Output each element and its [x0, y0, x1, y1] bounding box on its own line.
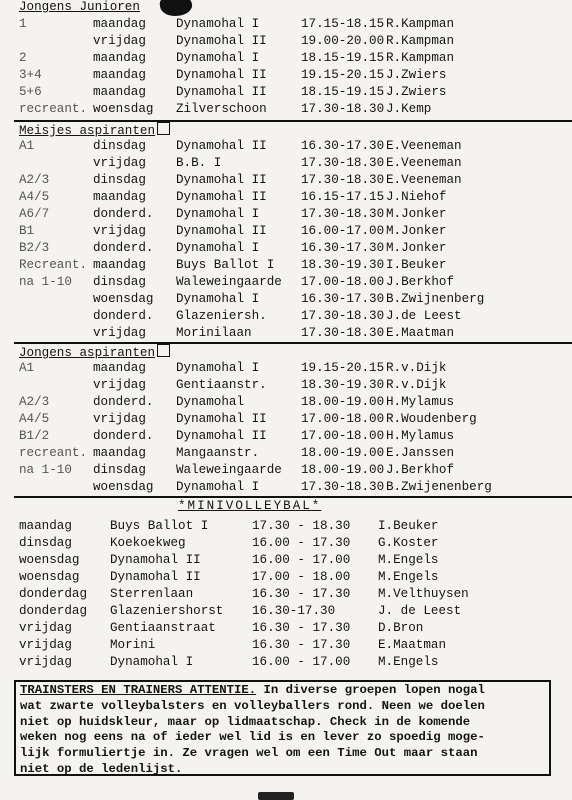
cell-time: 16.30-17.30 [252, 604, 336, 618]
cell-group: 2 [19, 51, 27, 65]
cell-hall: Koekoekweg [110, 536, 186, 550]
minivolleybal-title: *MINIVOLLEYBAL* [178, 499, 322, 513]
cell-group: na 1-10 [19, 275, 72, 289]
minivolleybal-row [0, 620, 572, 637]
checkbox-mark [157, 122, 170, 135]
cell-time: 18.30-19.30 [301, 258, 385, 272]
cell-time: 17.30-18.30 [301, 207, 385, 221]
cell-time: 18.15-19.15 [301, 51, 385, 65]
cell-time: 18.30-19.30 [301, 378, 385, 392]
cell-time: 16.15-17.15 [301, 190, 385, 204]
minivolleybal-row [0, 535, 572, 552]
page-number-mark [258, 792, 294, 800]
cell-hall: Gentiaanstr. [176, 378, 267, 392]
cell-day: woensdag [93, 292, 154, 306]
minivolleybal-schedule [0, 518, 572, 671]
cell-group: A2/3 [19, 395, 50, 409]
cell-hall: Waleweingaarde [176, 275, 282, 289]
cell-time: 18.00-19.00 [301, 446, 385, 460]
cell-day: maandag [93, 190, 146, 204]
cell-day: dinsdag [93, 139, 146, 153]
trainers-notice [14, 680, 551, 776]
cell-trainer: J.Zwiers [386, 85, 447, 99]
cell-trainer: B.Zwijenenberg [386, 480, 492, 494]
cell-hall: Dynamohal I [176, 480, 260, 494]
cell-time: 17.00-18.00 [301, 412, 385, 426]
cell-day: woensdag [93, 102, 154, 116]
cell-hall: Dynamohal I [176, 361, 260, 375]
cell-trainer: M.Engels [378, 655, 439, 669]
schedule-row [0, 67, 572, 84]
cell-time: 16.30-17.30 [301, 292, 385, 306]
cell-trainer: E.Veeneman [386, 173, 462, 187]
cell-hall: Buys Ballot I [176, 258, 275, 272]
cell-trainer: M.Jonker [386, 207, 447, 221]
minivolleybal-row [0, 654, 572, 671]
cell-day: vrijdag [93, 326, 146, 340]
cell-group: A4/5 [19, 412, 50, 426]
schedule-row [0, 223, 572, 240]
cell-time: 16.00-17.00 [301, 224, 385, 238]
cell-group: A6/7 [19, 207, 50, 221]
cell-time: 16.30 - 17.30 [252, 638, 351, 652]
cell-group: B2/3 [19, 241, 50, 255]
cell-hall: Dynamohal II [176, 429, 267, 443]
cell-trainer: J.de Leest [386, 309, 462, 323]
cell-trainer: H.Mylamus [386, 395, 455, 409]
schedule-row [0, 411, 572, 428]
notice-line: weken nog eens na of ieder wel lid is en lever zo spoedig moge- [20, 730, 485, 745]
cell-group: 5+6 [19, 85, 42, 99]
cell-trainer: E.Janssen [386, 446, 455, 460]
minivolleybal-row [0, 518, 572, 535]
cell-day: dinsdag [93, 463, 146, 477]
cell-trainer: G.Koster [378, 536, 439, 550]
cell-group: na 1-10 [19, 463, 72, 477]
cell-day: donderd. [93, 429, 154, 443]
cell-trainer: M.Engels [378, 570, 439, 584]
cell-trainer: R.Kampman [386, 17, 455, 31]
cell-trainer: E.Maatman [378, 638, 447, 652]
cell-trainer: I.Beuker [386, 258, 447, 272]
cell-trainer: M.Velthuysen [378, 587, 469, 601]
cell-day: maandag [93, 51, 146, 65]
cell-trainer: E.Maatman [386, 326, 455, 340]
cell-time: 17.30-18.30 [301, 173, 385, 187]
cell-hall: Sterrenlaan [110, 587, 194, 601]
cell-time: 17.30-18.30 [301, 309, 385, 323]
cell-day: maandag [93, 17, 146, 31]
cell-time: 17.30-18.30 [301, 326, 385, 340]
cell-trainer: J.Zwiers [386, 68, 447, 82]
cell-trainer: R.Woudenberg [386, 412, 477, 426]
cell-day: woensdag [19, 570, 80, 584]
cell-time: 17.15-18.15 [301, 17, 385, 31]
cell-trainer: R.v.Dijk [386, 361, 447, 375]
cell-day: vrijdag [93, 34, 146, 48]
cell-hall: Glazeniersh. [176, 309, 267, 323]
cell-day: maandag [93, 361, 146, 375]
schedule-row [0, 16, 572, 33]
cell-day: vrijdag [93, 156, 146, 170]
cell-time: 17.00 - 18.00 [252, 570, 351, 584]
cell-hall: Dynamohal I [176, 241, 260, 255]
cell-day: donderdag [19, 587, 88, 601]
cell-day: dinsdag [93, 275, 146, 289]
cell-trainer: D.Bron [378, 621, 424, 635]
cell-hall: Dynamohal II [110, 570, 201, 584]
schedule-row [0, 462, 572, 479]
notice-line: lijk formuliertje in. Ze vragen wel om een Time Out maar staan [20, 746, 478, 761]
cell-hall: Morini [110, 638, 156, 652]
cell-group: 3+4 [19, 68, 42, 82]
section-title-meisjes-aspiranten: Meisjes aspiranten [19, 122, 170, 140]
minivolleybal-row [0, 586, 572, 603]
cell-day: vrijdag [19, 621, 72, 635]
cell-hall: Dynamohal II [176, 68, 267, 82]
schedule-row [0, 33, 572, 50]
schedule-row [0, 479, 572, 496]
cell-day: donderd. [93, 395, 154, 409]
cell-hall: Dynamohal I [110, 655, 194, 669]
cell-hall: Dynamohal I [176, 207, 260, 221]
cell-hall: Dynamohal II [176, 412, 267, 426]
cell-trainer: M.Jonker [386, 224, 447, 238]
schedule-row [0, 138, 572, 155]
section-meisjes-aspiranten [0, 138, 572, 342]
cell-trainer: E.Veeneman [386, 156, 462, 170]
schedule-row [0, 240, 572, 257]
cell-group: A1 [19, 361, 35, 375]
divider [14, 496, 572, 498]
cell-day: vrijdag [19, 655, 72, 669]
cell-day: vrijdag [93, 224, 146, 238]
cell-group: 1 [19, 17, 27, 31]
schedule-row [0, 172, 572, 189]
schedule-row [0, 308, 572, 325]
schedule-row [0, 445, 572, 462]
cell-group: A2/3 [19, 173, 50, 187]
notice-lead: TRAINSTERS EN TRAINERS ATTENTIE. [20, 683, 257, 697]
cell-trainer: M.Jonker [386, 241, 447, 255]
notice-line: niet op de ledenlijst. [20, 761, 183, 776]
cell-time: 16.00 - 17.00 [252, 655, 351, 669]
schedule-row [0, 291, 572, 308]
cell-group: A1 [19, 139, 35, 153]
cell-day: dinsdag [19, 536, 72, 550]
cell-trainer: I.Beuker [378, 519, 439, 533]
cell-trainer: J.Kemp [386, 102, 432, 116]
cell-time: 16.00 - 17.30 [252, 536, 351, 550]
cell-hall: Buys Ballot I [110, 519, 209, 533]
cell-hall: Zilverschoon [176, 102, 267, 116]
cell-hall: Gentiaanstraat [110, 621, 216, 635]
cell-time: 19.15-20.15 [301, 68, 385, 82]
schedule-row [0, 428, 572, 445]
minivolleybal-row [0, 569, 572, 586]
schedule-row [0, 206, 572, 223]
cell-group: recreant. [19, 102, 88, 116]
cell-trainer: R.v.Dijk [386, 378, 447, 392]
notice-line-rest: In diverse groepen lopen nogal [256, 683, 485, 697]
schedule-row [0, 360, 572, 377]
checkbox-mark [157, 344, 170, 357]
schedule-row [0, 84, 572, 101]
section-jongens-aspiranten [0, 360, 572, 496]
cell-day: vrijdag [93, 412, 146, 426]
cell-day: woensdag [93, 480, 154, 494]
cell-hall: Dynamohal II [176, 224, 267, 238]
schedule-row [0, 155, 572, 172]
cell-time: 16.30 - 17.30 [252, 621, 351, 635]
cell-hall: Waleweingaarde [176, 463, 282, 477]
cell-hall: B.B. I [176, 156, 222, 170]
notice-line: niet op huidskleur, maar op lidmaatschap. Check in de komende [20, 714, 471, 729]
cell-day: maandag [93, 85, 146, 99]
cell-time: 18.00-19.00 [301, 395, 385, 409]
cell-trainer: H.Mylamus [386, 429, 455, 443]
schedule-row [0, 257, 572, 274]
cell-group: A4/5 [19, 190, 50, 204]
cell-time: 16.30-17.30 [301, 139, 385, 153]
cell-time: 19.15-20.15 [301, 361, 385, 375]
cell-trainer: J.Berkhof [386, 463, 455, 477]
section-title-jongens-aspiranten: Jongens aspiranten [19, 344, 170, 362]
cell-day: maandag [19, 519, 72, 533]
cell-hall: Mangaanstr. [176, 446, 260, 460]
minivolleybal-row [0, 603, 572, 620]
schedule-row [0, 50, 572, 67]
minivolleybal-row [0, 552, 572, 569]
cell-time: 16.30 - 17.30 [252, 587, 351, 601]
cell-time: 18.00-19.00 [301, 463, 385, 477]
cell-group: recreant. [19, 446, 88, 460]
cell-trainer: J.Berkhof [386, 275, 455, 289]
cell-hall: Morinilaan [176, 326, 252, 340]
cell-group: Recreant. [19, 258, 88, 272]
cell-hall: Dynamohal [176, 395, 245, 409]
schedule-row [0, 394, 572, 411]
cell-time: 17.30-18.30 [301, 102, 385, 116]
minivolleybal-row [0, 637, 572, 654]
cell-trainer: R.Kampman [386, 51, 455, 65]
cell-day: woensdag [19, 553, 80, 567]
cell-day: donderdag [19, 604, 88, 618]
section-jongens-junioren [0, 16, 572, 118]
cell-time: 17.00-18.00 [301, 429, 385, 443]
cell-day: donderd. [93, 207, 154, 221]
cell-trainer: E.Veeneman [386, 139, 462, 153]
cell-hall: Dynamohal I [176, 292, 260, 306]
cell-time: 16.00 - 17.00 [252, 553, 351, 567]
notice-line [20, 683, 545, 699]
cell-time: 17.30 - 18.30 [252, 519, 351, 533]
cell-time: 17.00-18.00 [301, 275, 385, 289]
schedule-row [0, 377, 572, 394]
cell-day: donderd. [93, 241, 154, 255]
cell-time: 17.30-18.30 [301, 480, 385, 494]
cell-day: vrijdag [93, 378, 146, 392]
cell-hall: Dynamohal II [176, 34, 267, 48]
cell-hall: Dynamohal II [110, 553, 201, 567]
cell-hall: Dynamohal I [176, 51, 260, 65]
cell-group: B1 [19, 224, 35, 238]
cell-group: B1/2 [19, 429, 50, 443]
cell-time: 18.15-19.15 [301, 85, 385, 99]
cell-trainer: J.Niehof [386, 190, 447, 204]
schedule-row [0, 189, 572, 206]
cell-day: maandag [93, 446, 146, 460]
cell-hall: Dynamohal II [176, 190, 267, 204]
schedule-row [0, 325, 572, 342]
cell-time: 16.30-17.30 [301, 241, 385, 255]
cell-hall: Dynamohal I [176, 17, 260, 31]
cell-day: maandag [93, 68, 146, 82]
cell-trainer: M.Engels [378, 553, 439, 567]
cell-time: 17.30-18.30 [301, 156, 385, 170]
cell-trainer: J. de Leest [378, 604, 462, 618]
schedule-row [0, 101, 572, 118]
cell-day: maandag [93, 258, 146, 272]
schedule-row [0, 274, 572, 291]
cell-day: dinsdag [93, 173, 146, 187]
notice-line: wat zwarte volleybalsters en volleyballers rond. Neen we doelen [20, 698, 485, 713]
cell-hall: Dynamohal II [176, 85, 267, 99]
cell-hall: Glazeniershorst [110, 604, 224, 618]
cell-hall: Dynamohal II [176, 139, 267, 153]
cell-time: 19.00-20.00 [301, 34, 385, 48]
cell-hall: Dynamohal II [176, 173, 267, 187]
cell-day: vrijdag [19, 638, 72, 652]
cell-day: donderd. [93, 309, 154, 323]
cell-trainer: R.Kampman [386, 34, 455, 48]
cell-trainer: B.Zwijnenberg [386, 292, 485, 306]
section-title-jongens-junioren: Jongens Junioren [19, 0, 140, 14]
